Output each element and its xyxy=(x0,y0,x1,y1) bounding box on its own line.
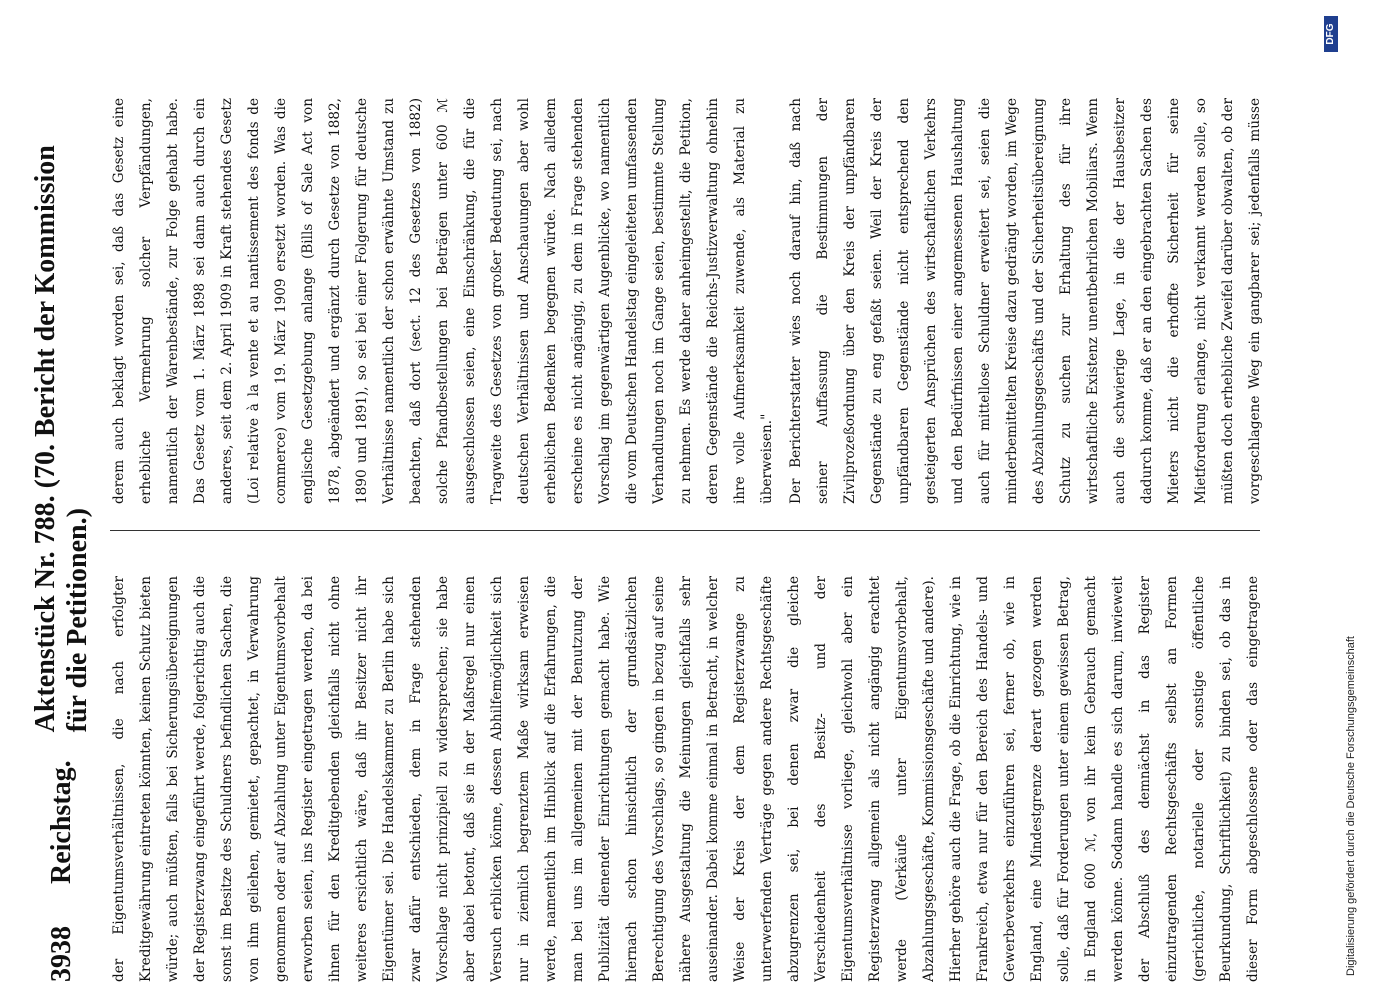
page-title: Reichstag. xyxy=(46,760,77,884)
digitization-footer xyxy=(1320,6,1376,996)
left-column xyxy=(106,576,1266,982)
right-column-text-1: derem auch beklagt worden sei, daß das Gesetz eine erhebliche Vermehrung solcher Verpfändungen, namentlich der Warenbestände, zur Folge gehabt habe. Das Gesetz vom 1. März 1898 sei dann auch durch ein anderes, seit dem 2. April 1909 in Kraft stehendes Gesetz (Loi relative à la vente et au nantissement des fonds de commerce) vom 19. März 1909 ersetzt worden. Was die englische Gesetzgebung anlange (Bills of Sale Act von 1878, abgeändert und ergänzt durch Gesetze von 1882, 1890 und 1891), so sei bei einer Folgerung für deutsche Verhältnisse namentlich der schon erwähnte Umstand zu beachten, daß dort (sect. 12 des Gesetzes von 1882) solche Pfandbestellungen bei Beträgen unter 600 ℳ ausgeschlossen seien, eine Einschränkung, die für die Tragweite des Gesetzes von großer Bedeutung sei, nach deutschen Verhältnissen und Anschauungen aber wohl erheblichen Bedenken begegnen würde. Nach alledem erscheine es nicht angängig, zu dem in Frage stehenden Vorschlag im gegenwärtigen Augenblicke, wo namentlich die vom Deutschen Handelstag eingeleiteten umfassenden Verhandlungen noch im Gange seien, bestimmte Stellung zu nehmen. Es werde daher anheimgestellt, die Petition, deren Gegenstände die Reichs-Justizverwaltung ohnehin ihre volle Aufmerksamkeit zuwende, als Material zu überweisen." xyxy=(111,98,775,504)
column-divider xyxy=(110,530,1260,531)
right-column-text-2: Der Berichterstatter wies noch darauf hin, daß nach seiner Auffassung die Bestimmungen der Zivilprozeßordnung über den Kreis der unpfändbaren Gegenstände zu eng gefaßt seien. Weil der Kreis der unpfändbaren Gegenstände nicht entsprechend den gesteigerten Ansprüchen des wirtschaftlichen Verkehrs und den Bedürfnissen einer angemessenen Haushaltung auch für mittellose Schuldner erweitert sei, seien die minderbemittelten Kreise dazu gedrängt worden, im Wege des Abzahlungsgeschäfts und der Sicherheitsübereignung Schutz zu suchen zur Erhaltung des für ihre wirtschaftliche Existenz unentbehrlichen Mobiliars. Wenn auch die schwierige Lage, in die der Hausbesitzer dadurch komme, daß er an den eingebrachten Sachen des Mieters nicht die erhoffte Sicherheit für seine Mietforderung erlange, nicht verkannt werden solle, so müßten doch erhebliche Zweifel darüber obwalten, ob der vorgeschlagene Weg ein gangbarer sei; jedenfalls müsse xyxy=(788,98,1263,504)
document-subtitle: Aktenstück Nr. 788. (70. Bericht der Kommission für die Petitionen.) xyxy=(30,145,93,733)
page-number: 3938 xyxy=(46,926,77,982)
dfg-logo: DFG xyxy=(1324,16,1338,52)
left-column-text: der Eigentumsverhältnissen, die nach erfolgter Kreditgewährung eintreten könnten, keinen Schutz bieten würde; auch müßten, falls bei Sicherungsübereignungen der Registerzwang eingeführt werde, folgerichtig auch die sonst im Besitze des Schuldners befindlichen Sachen, die von ihm geliehen, gemietet, gepachtet, in Verwahrung genommen oder auf Abzahlung unter Eigentumsvorbehalt erworben seien, ins Register eingetragen werden, da bei ihnen für den Kreditgebenden gleichfalls nicht ohne weiteres ersichtlich wäre, daß ihr Besitzer nicht ihr Eigentümer sei. Die Handelskammer zu Berlin habe sich zwar dafür entschieden, dem in Frage stehenden Vorschlage nicht prinzipiell zu widersprechen; sie habe aber dabei betont, daß sie in der Maßregel nur einen Versuch erblicken könne, dessen Abhilfemöglichkeit sich nur in ziemlich begrenztem Maße wirksam erweisen werde, namentlich im Hinblick auf die Erfahrungen, die man bei uns im allgemeinen mit der Benutzung der Publizität dienender Einrichtungen gemacht habe. Wie hiernach schon hinsichtlich der grundsätzlichen Berechtigung des Vorschlags, so gingen in bezug auf seine nähere Ausgestaltung die Meinungen gleichfalls sehr auseinander. Dabei komme einmal in Betracht, in welcher Weise der Kreis der dem Registerzwange zu unterwerfenden Verträge gegen andere Rechtsgeschäfte abzugrenzen sei, bei denen zwar die gleiche Verschiedenheit des Besitz- und der Eigentumsverhältnisse vorliege, gleichwohl aber ein Registerzwang allgemein als nicht angängig erachtet werde (Verkäufe unter Eigentumsvorbehalt, Abzahlungsgeschäfte, Kommissionsgeschäfte und andere). Hierher gehöre auch die Frage, ob die Einrichtung, wie in Frankreich, etwa nur für den Bereich des Handels- und Gewerbeverkehrs einzuführen sei, ferner ob, wie in England, eine Mindestgrenze derart gezogen werden solle, daß für Forderungen unter einem gewissen Betrag, in England 600 ℳ, von ihr kein Gebrauch gemacht werden könne. Sodann handle es sich darum, inwieweit der Abschluß des demnächst in das Register einzutragenden Rechtsgeschäfts selbst an Formen (gerichtliche, notarielle oder sonstige öffentliche Beurkundung, Schriftlichkeit) zu binden sei, ob das in dieser Form abgeschlossene oder das eingetragene xyxy=(111,576,1261,982)
digitization-note: Digitalisierung gefördert durch die Deutsche Forschungsgemeinschaft xyxy=(1345,636,1357,976)
page-header xyxy=(30,112,94,982)
right-column xyxy=(106,98,1266,504)
